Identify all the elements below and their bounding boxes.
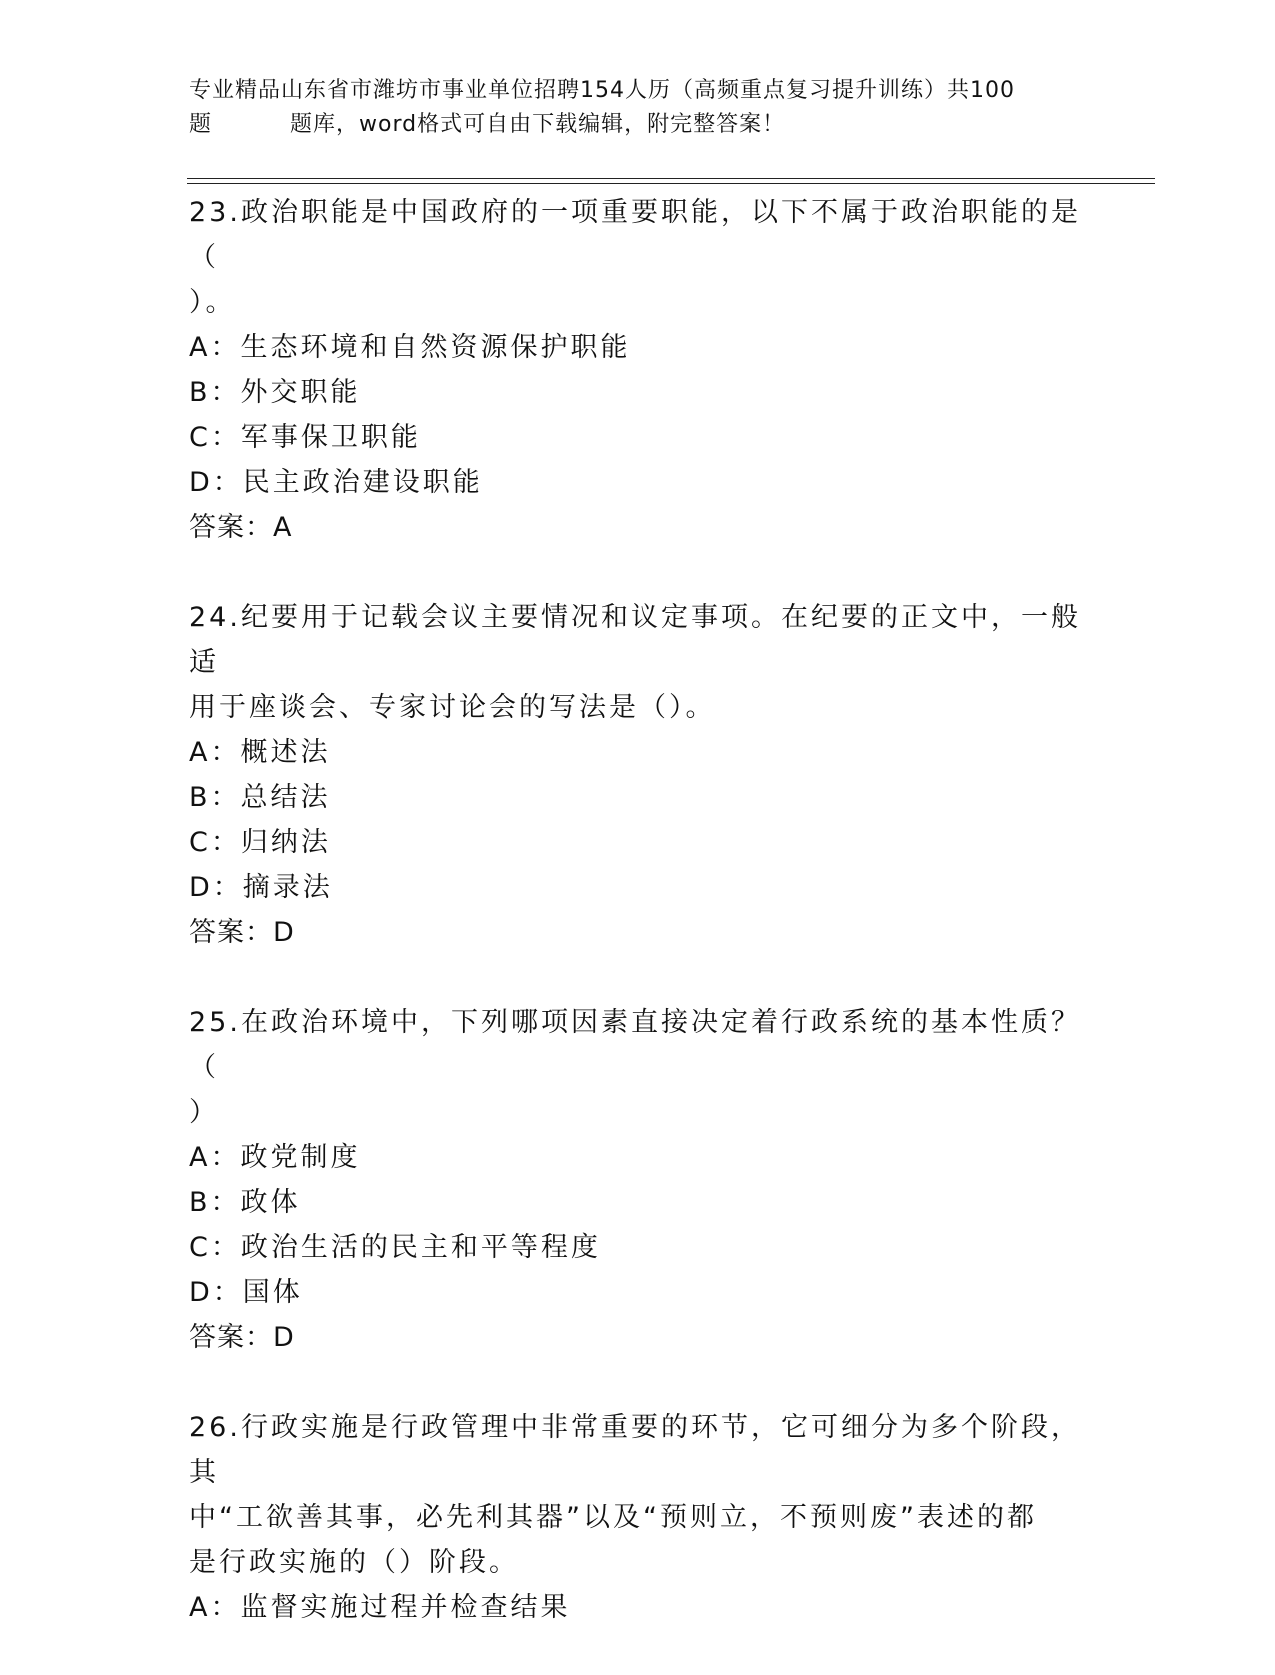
option-b: B：外交职能 (189, 377, 361, 408)
option-c: C：军事保卫职能 (189, 422, 421, 453)
document-header (189, 74, 1089, 142)
question-stem-line: 25.在政治环境中，下列哪项因素直接决定着行政系统的基本性质？（ (189, 1007, 1081, 1083)
option-d: D：民主政治建设职能 (189, 467, 483, 498)
answer: 答案：D (189, 1322, 295, 1353)
option-a: A：政党制度 (189, 1142, 361, 1173)
question-stem-line: 用于座谈会、专家讨论会的写法是（）。 (189, 692, 716, 723)
question-stem-line: 24.纪要用于记载会议主要情况和议定事项。在纪要的正文中，一般适 (189, 602, 1081, 678)
option-d: D：摘录法 (189, 872, 333, 903)
header-title-line2-rest: 题库，word格式可自由下载编辑，附完整答案！ (290, 112, 786, 137)
option-d: D：国体 (189, 1277, 303, 1308)
answer: 答案：D (189, 917, 295, 948)
question-stem-line: ） (189, 1097, 219, 1128)
option-a: A：生态环境和自然资源保护职能 (189, 332, 631, 363)
option-a: A：概述法 (189, 737, 331, 768)
header-title-line1: 专业精品山东省市潍坊市事业单位招聘154人历（高频重点复习提升训练）共100 (189, 78, 1015, 103)
question-stem-line: 23.政治职能是中国政府的一项重要职能，以下不属于政治职能的是（ (189, 197, 1081, 273)
header-title-line2-start: 题 (189, 112, 213, 137)
option-b: B：政体 (189, 1187, 301, 1218)
header-divider-top (187, 178, 1155, 179)
option-b: B：总结法 (189, 782, 331, 813)
header-divider-bottom (187, 183, 1155, 184)
option-a: A：监督实施过程并检查结果 (189, 1592, 571, 1623)
option-c: C：政治生活的民主和平等程度 (189, 1232, 601, 1263)
question-24 (189, 595, 1089, 955)
question-stem-line: 26.行政实施是行政管理中非常重要的环节，它可细分为多个阶段，其 (189, 1412, 1081, 1488)
question-23 (189, 190, 1089, 550)
question-list (189, 190, 1089, 1675)
question-stem-line: 中“工欲善其事，必先利其器”以及“预则立，不预则废”表述的都 (189, 1502, 1037, 1533)
question-stem-line: 是行政实施的（）阶段。 (189, 1547, 519, 1578)
answer: 答案：A (189, 512, 293, 543)
question-26 (189, 1405, 1089, 1630)
question-stem-line: ）。 (189, 287, 236, 318)
question-25 (189, 1000, 1089, 1360)
option-c: C：归纳法 (189, 827, 331, 858)
header-title-line2 (189, 108, 1089, 142)
